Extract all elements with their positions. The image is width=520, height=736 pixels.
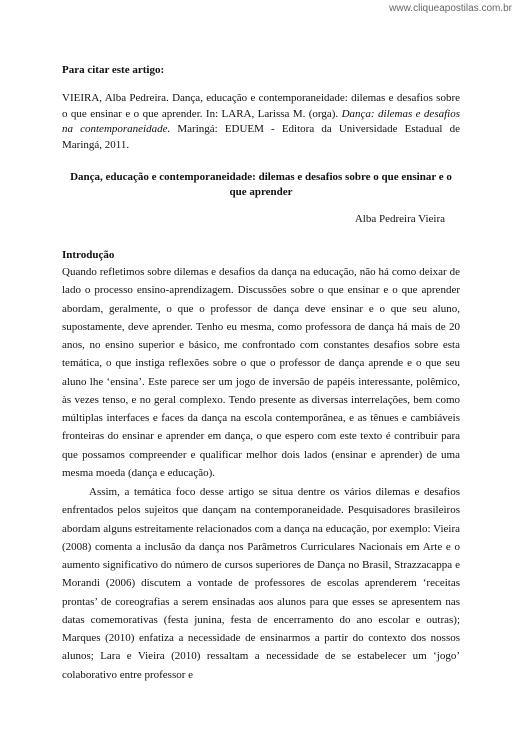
site-watermark: www.cliqueapostilas.com.br: [389, 3, 512, 14]
citation-publisher: Maringá: EDUEM - Editora da Universidade Estadual de Maringá, 2011.: [62, 123, 460, 151]
body-paragraph: Quando refletimos sobre dilemas e desafios da dança na educação, não há como deixar de lado o processo ensino-aprendizagem. Discussões sobre o que ensinar e o que aprender abordam, geralmente, o que o professor de dança deve ensinar e o que seu aluno, supostamente, deve aprender. Tenho eu mesma, como professora de dança há mais de 20 anos, no ensino superior e básico, me confrontado com constantes desafios sobre esta temática, o que instiga reflexões sobre o que o professor de dança aprende e o que seu aluno lhe ‘ensina’. Este parece ser um jogo de inversão de papéis interessante, polêmico, às vezes tenso, e no geral complexo. Tendo presente as diversas interrelações, bem como múltiplas interfaces e faces da dança na escola contemporânea, e as tênues e cambiáveis fronteiras do ensinar e aprender em dança, o que espero com este texto é contribuir para que possamos compreender e qualificar melhor dois lados (ensinar e aprender) de uma mesma moeda (dança e educação).: [62, 266, 460, 479]
article-title: Dança, educação e contemporaneidade: dilemas e desafios sobre o que ensinar e o que aprender: [70, 171, 452, 198]
citation-reference: [62, 91, 460, 153]
article-author: Alba Pedreira Vieira: [354, 213, 445, 225]
citation-heading: Para citar este artigo:: [62, 64, 165, 76]
section-heading: Introdução: [62, 249, 115, 261]
citation-book-title: Dança: dilemas e desafios na contemporaneidade.: [62, 107, 460, 135]
citation-text: VIEIRA, Alba Pedreira. Dança, educação e contemporaneidade: dilemas e desafios sobre o que ensinar e o que aprender. In: LARA, Larissa M. (orga).: [62, 92, 460, 120]
body-paragraph: Assim, a temática foco desse artigo se situa dentre os vários dilemas e desafios enfrentados pelos sujeitos que dançam na contemporaneidade. Pesquisadores brasileiros abordam alguns estreitamente relacionados com a dança na educação, por exemplo: Vieira (2008) comenta a inclusão da dança nos Parâmetros Curriculares Nacionais em Arte e o aumento significativo do número de cursos superiores de Dança no Brasil, Strazzacappa e Morandi (2006) discutem a vontade de professores de escolas aprenderem ‘receitas prontas’ de coreografias a serem ensinadas aos alunos para que esses se apresentem nas datas comemorativas (festa junina, festa de encerramento do ano escolar e outras); Marques (2010) enfatiza a necessidade de ensinarmos a partir do contexto dos nossos alunos; Lara e Vieira (2010) ressaltam a necessidade de se estabelecer um ‘jogo’ colaborativo entre professor e: [62, 486, 460, 681]
